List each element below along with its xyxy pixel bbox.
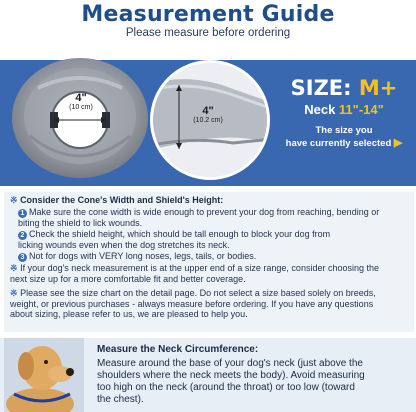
page-subtitle: Please measure before ordering <box>125 27 291 39</box>
neck-heading: Measure the Neck Circumference: <box>97 344 259 355</box>
neck-value: 11"-14" <box>338 102 384 117</box>
cone-width-cm: (10 cm) <box>69 104 93 111</box>
cone-image <box>8 48 158 184</box>
asterisk-icon: ※ <box>10 263 18 273</box>
cone-width-label: 4" (10 cm) <box>64 92 98 111</box>
step-number-1-icon: 1 <box>18 209 27 218</box>
shield-zoom <box>150 60 270 180</box>
info-panel <box>4 192 414 332</box>
note-line-1: The size you <box>315 125 373 136</box>
size-value: M+ <box>358 76 398 100</box>
neck-prefix: Neck <box>304 102 339 117</box>
neck-measure-section <box>0 338 416 412</box>
selected-size-note <box>276 125 412 150</box>
range-note: ※ If your dog's neck measurement is at the upper end of a size range, consider choosing the next size up for a more comfortable fit and better coverage. <box>10 263 379 284</box>
step-number-2-icon: 2 <box>18 231 27 240</box>
step-number-3-icon: 3 <box>18 253 27 262</box>
size-line <box>276 76 412 100</box>
size-prefix: SIZE: <box>290 76 359 100</box>
shield-height-cm: (10.2 cm) <box>193 117 223 124</box>
step-3: 3 Not for dogs with VERY long noses, legs, tails, or bodies. <box>18 251 256 262</box>
cone-illustration <box>8 48 158 184</box>
size-callout <box>276 76 412 150</box>
shield-height-label: 4" (10.2 cm) <box>183 105 233 124</box>
neck-instructions: Measure around the base of your dog's neck (just above the shoulders where the neck meets the body). Avoid measuring too high on the neck (around the throat) or too low (toward the chest). <box>97 358 365 405</box>
note-line-2: have currently selected <box>285 138 392 149</box>
consider-heading: ※ Consider the Cone's Width and Shield's Height: <box>10 195 224 205</box>
step-2: 2 Check the shield height, which should be tall enough to block your dog from licking wounds even when the dog stretches its neck. <box>18 229 331 250</box>
asterisk-icon: ※ <box>10 288 18 298</box>
asterisk-icon: ※ <box>10 195 18 205</box>
dog-photo <box>4 338 84 412</box>
page-title: Measurement Guide <box>81 2 335 27</box>
neck-range <box>276 102 412 117</box>
arrow-right-icon: ▶ <box>393 137 403 149</box>
step-1: 1 Make sure the cone width is wide enough to prevent your dog from reaching, bending or biting the shield to lick wounds. <box>18 207 380 228</box>
dog-icon <box>4 338 84 412</box>
size-chart-note: ※ Please see the size chart on the detail page. Do not select a size based solely on breeds, weight, or previous purchases - always measure before ordering. If you have any questions about sizing, please refer to us, we are pleased to help you. <box>10 288 376 319</box>
